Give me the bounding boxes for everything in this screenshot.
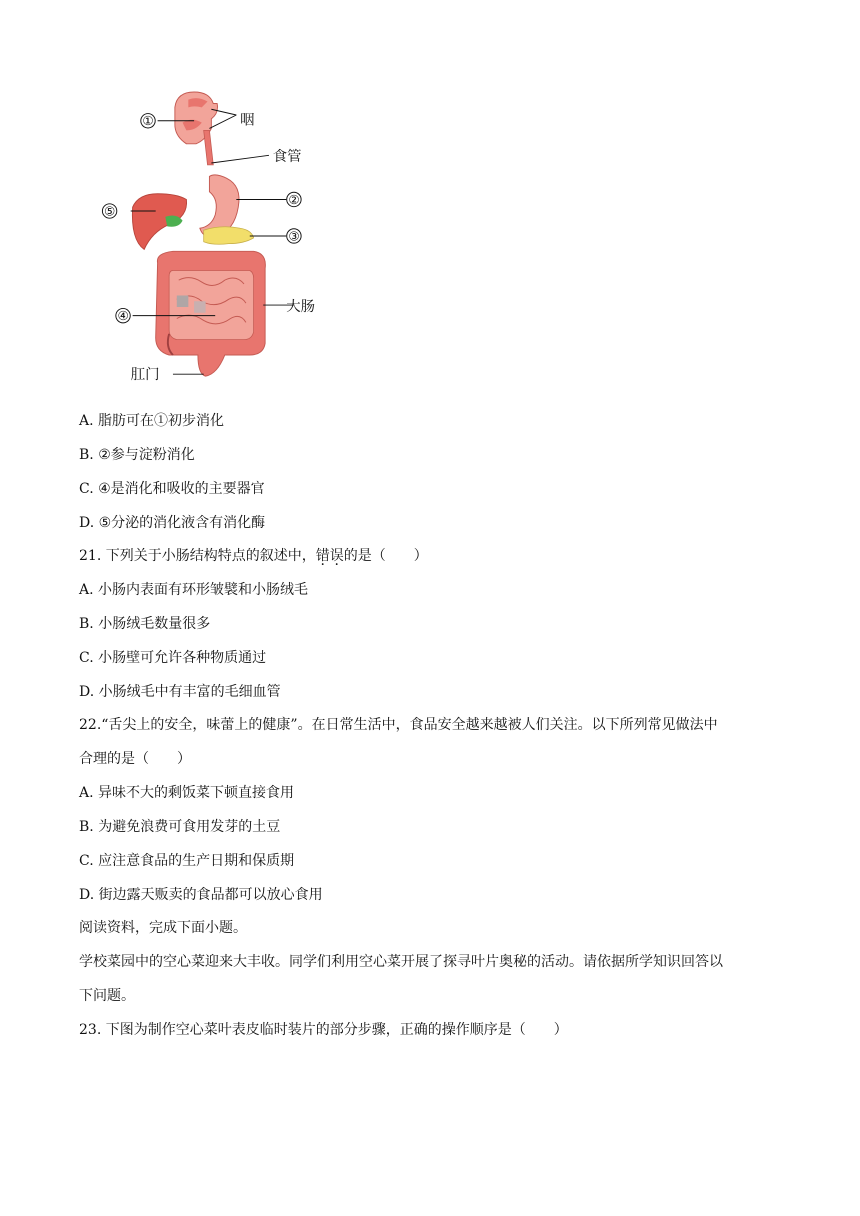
intestine-patch-1 <box>177 295 189 307</box>
q22-option-a: A. 异味不大的剩饭菜下顿直接食用 <box>79 785 295 801</box>
label-pharynx: 咽 <box>240 112 255 129</box>
label-5: ⑤ <box>104 203 116 219</box>
reading-para-line2: 下问题。 <box>79 988 135 1004</box>
intestine-patch-2 <box>194 301 206 313</box>
pancreas-shape <box>204 227 254 245</box>
label-esophagus: 食管 <box>272 149 302 166</box>
digestive-system-svg <box>100 80 340 390</box>
q21-option-a: A. 小肠内表面有环形皱襞和小肠绒毛 <box>79 582 309 598</box>
q20-option-a: A. 脂肪可在①初步消化 <box>79 413 225 429</box>
q21-option-d: D. 小肠绒毛中有丰富的毛细血管 <box>79 684 281 700</box>
esophagus-shape <box>204 130 214 165</box>
q20-option-b: B. ②参与淀粉消化 <box>79 447 195 463</box>
label-large-intestine: 大肠 <box>286 298 316 315</box>
reading-para-line1: 学校菜园中的空心菜迎来大丰收。同学们利用空心菜开展了探寻叶片奥秘的活动。请依据所学知识回答以 <box>79 954 723 970</box>
q22-option-d: D. 街边露天贩卖的食品都可以放心食用 <box>79 887 323 903</box>
q20-option-d: D. ⑤分泌的消化液含有消化酶 <box>79 515 266 531</box>
q21-emphasis-2: 误 <box>329 548 344 564</box>
q22-stem-line2: 合理的是（ ） <box>79 751 191 767</box>
q21-stem <box>79 546 428 566</box>
q22-option-c: C. 应注意食品的生产日期和保质期 <box>79 853 295 869</box>
q20-option-c: C. ④是消化和吸收的主要器官 <box>79 481 265 497</box>
label-2: ② <box>288 191 300 207</box>
q21-emphasis-1: 错 <box>315 548 330 564</box>
q21-option-c: C. 小肠壁可允许各种物质通过 <box>79 650 267 666</box>
q22-stem-line1: 22.“舌尖上的安全，味蕾上的健康”。在日常生活中，食品安全越来越被人们关注。以下所列常见做法中 <box>79 717 718 733</box>
digestive-system-diagram <box>100 80 340 390</box>
q23-stem: 23. 下图为制作空心菜叶表皮临时装片的部分步骤，正确的操作顺序是（ ） <box>79 1022 568 1038</box>
q22-option-b: B. 为避免浪费可食用发芽的土豆 <box>79 819 281 835</box>
label-3: ③ <box>288 228 300 244</box>
q21-option-b: B. 小肠绒毛数量很多 <box>79 616 211 632</box>
label-anus: 肛门 <box>130 367 160 384</box>
label-4: ④ <box>117 307 129 323</box>
q21-stem-before: 21. 下列关于小肠结构特点的叙述中， <box>79 548 316 564</box>
label-1: ① <box>142 113 154 129</box>
reading-intro: 阅读资料，完成下面小题。 <box>79 920 247 936</box>
q21-stem-after: 的是（ ） <box>343 548 428 564</box>
